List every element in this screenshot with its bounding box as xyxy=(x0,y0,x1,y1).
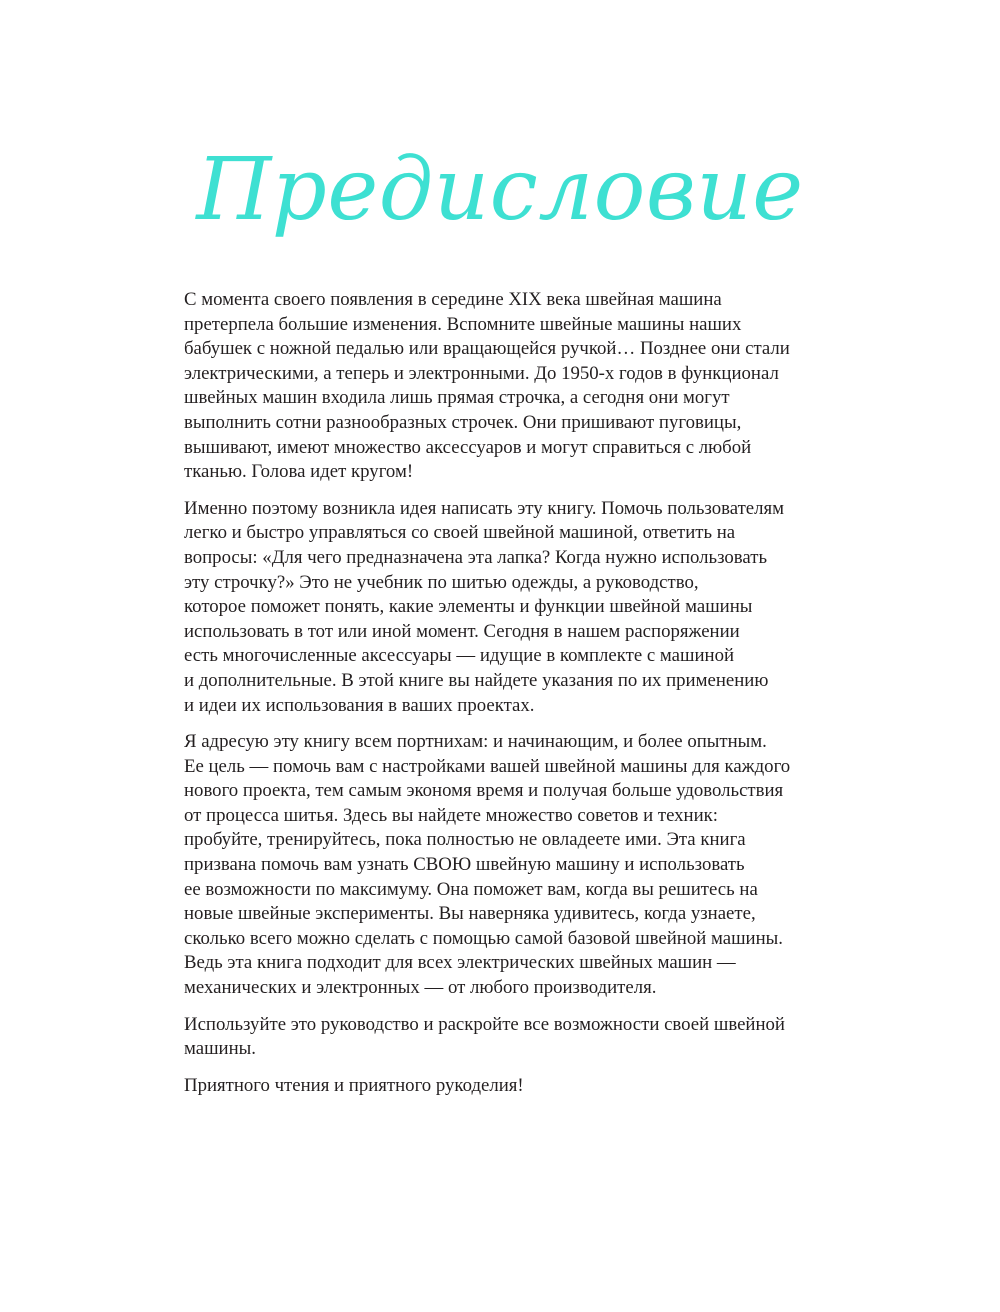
text-line: Именно поэтому возникла идея написать эту книгу. Помочь пользователям xyxy=(184,497,785,519)
text-line: Используйте это руководство и раскройте все возможности своей швейной xyxy=(184,1013,785,1035)
text-line: ее возможности по максимуму. Она поможет вам, когда вы решитесь на xyxy=(184,878,758,900)
text-line: нового проекта, тем самым экономя время и получая больше удовольствия xyxy=(184,780,784,802)
text-line: вышивают, имеют множество аксессуаров и могут справиться с любой xyxy=(184,436,752,458)
text-line: Ее цель — помочь вам с настройками вашей швейной машины для каждого xyxy=(184,755,791,777)
text-line: эту строчку?» Это не учебник по шитью одежды, а руководство, xyxy=(184,571,699,593)
text-line: которое поможет понять, какие элементы и функции швейной машины xyxy=(184,596,753,618)
text-line: машины. xyxy=(184,1038,256,1060)
text-line: механических и электронных — от любого производителя. xyxy=(184,977,657,999)
text-line: от процесса шитья. Здесь вы найдете множество советов и техник: xyxy=(184,804,718,826)
text-line: пробуйте, тренируйтесь, пока полностью не овладеете ими. Эта книга xyxy=(184,829,746,851)
text-line: призвана помочь вам узнать СВОЮ швейную машину и использовать xyxy=(184,854,745,876)
text-line: новые швейные эксперименты. Вы наверняка удивитесь, когда узнаете, xyxy=(184,903,756,925)
page-title: Предисловие xyxy=(196,140,804,240)
paragraph-2 xyxy=(184,497,816,718)
text-line: Ведь эта книга подходит для всех электрических швейных машин — xyxy=(184,952,736,974)
text-line: вопросы: «Для чего предназначена эта лапка? Когда нужно использовать xyxy=(184,546,768,568)
text-line: использовать в тот или иной момент. Сегодня в нашем распоряжении xyxy=(184,620,740,642)
text-line: электрическими, а теперь и электронными. До 1950-х годов в функционал xyxy=(184,362,779,384)
text-line: швейных машин входила лишь прямая строчка, а сегодня они могут xyxy=(184,387,730,409)
text-line: тканью. Голова идет кругом! xyxy=(184,461,414,483)
text-line: Приятного чтения и приятного рукоделия! xyxy=(184,1074,524,1096)
paragraph-4 xyxy=(184,1013,816,1062)
text-line: Я адресую эту книгу всем портнихам: и начинающим, и более опытным. xyxy=(184,731,767,753)
text-line: претерпела большие изменения. Вспомните швейные машины наших xyxy=(184,313,742,335)
text-line: выполнить сотни разнообразных строчек. Они пришивают пуговицы, xyxy=(184,411,742,433)
paragraph-5 xyxy=(184,1074,816,1099)
text-line: легко и быстро управляться со своей швейной машиной, ответить на xyxy=(184,522,736,544)
text-line: С момента своего появления в середине XIX века швейная машина xyxy=(184,289,722,310)
paragraph-1 xyxy=(184,288,816,485)
text-line: есть многочисленные аксессуары — идущие в комплекте с машиной xyxy=(184,645,735,667)
preface-body xyxy=(184,288,816,1110)
text-line: и идеи их использования в ваших проектах. xyxy=(184,694,535,716)
text-line: бабушек с ножной педалью или вращающейся ручкой… Позднее они стали xyxy=(184,338,790,360)
text-line: сколько всего можно сделать с помощью самой базовой швейной машины. xyxy=(184,927,783,949)
text-line: и дополнительные. В этой книге вы найдете указания по их применению xyxy=(184,669,769,691)
paragraph-3 xyxy=(184,730,816,1001)
